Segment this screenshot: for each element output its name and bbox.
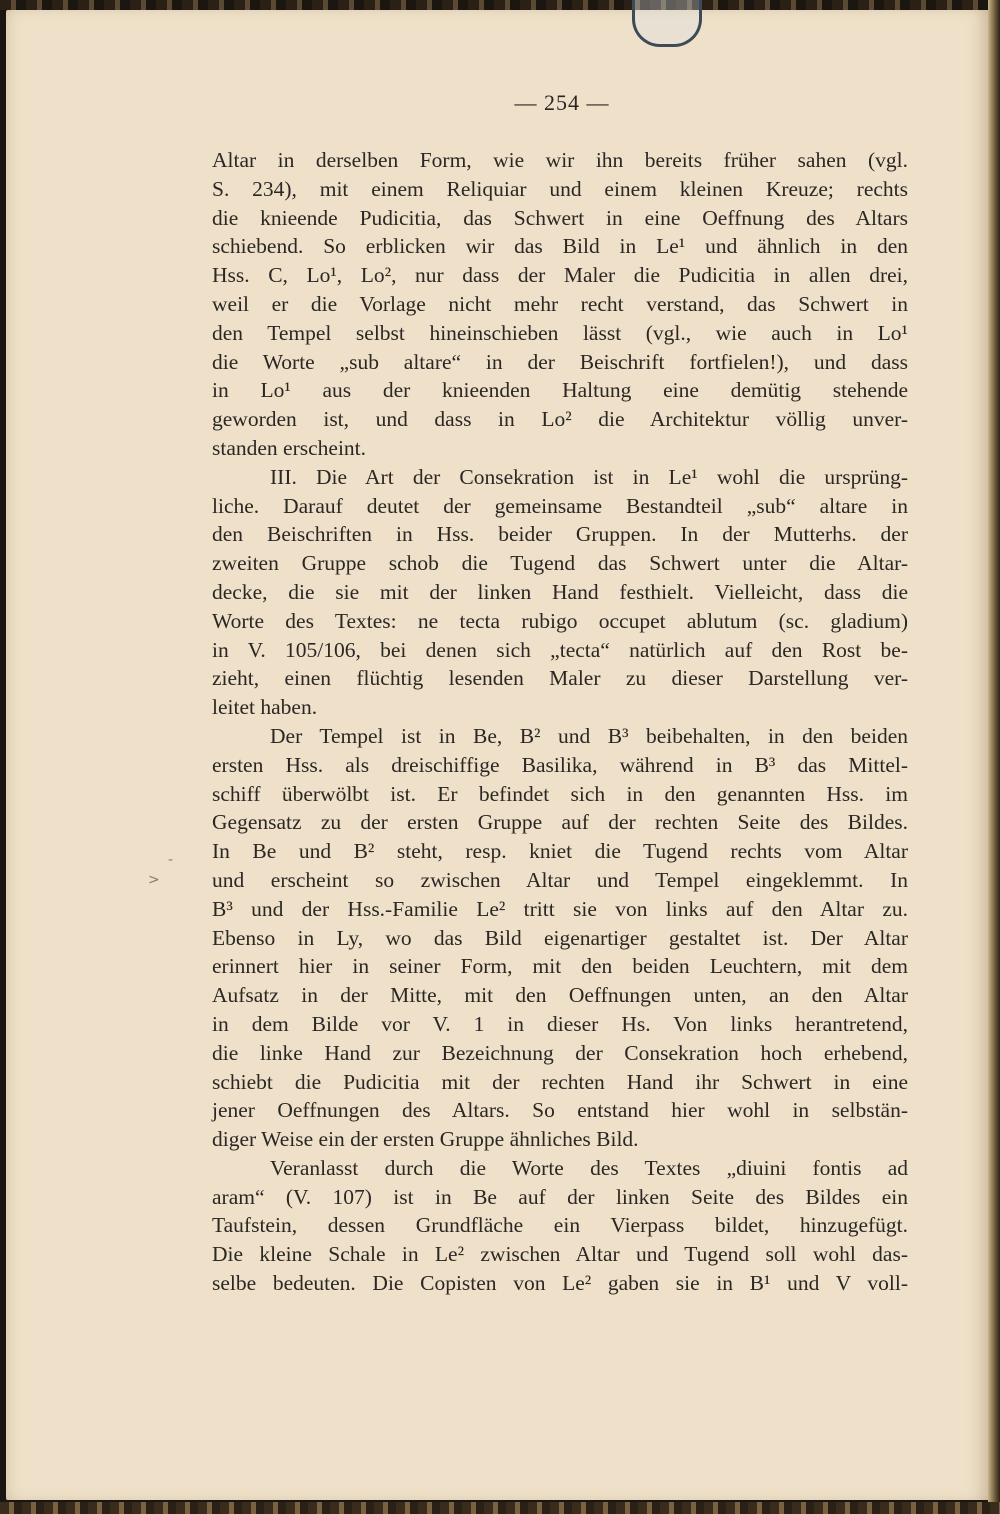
text-line: liche. Darauf deutet der gemeinsame Bestandteil „sub“ altare in (212, 493, 908, 518)
text-line: erinnert hier in seiner Form, mit den beiden Leuchtern, mit dem (212, 954, 908, 979)
text-line: weil er die Vorlage nicht mehr recht verstand, das Schwert in (212, 291, 908, 316)
text-line: die Worte „sub altare“ in der Beischrift fortfielen!), und dass (212, 349, 908, 374)
margin-mark: > (148, 872, 160, 888)
text-line: Ebenso in Ly, wo das Bild eigenartiger gestaltet ist. Der Altar (212, 925, 908, 950)
text-line: Taufstein, dessen Grundfläche ein Vierpass bildet, hinzugefügt. (212, 1213, 908, 1238)
book-edge-right (988, 0, 1000, 1514)
book-edge-top (0, 0, 1000, 10)
page-clip-icon (632, 0, 702, 47)
text-line: Altar in derselben Form, wie wir ihn bereits früher sahen (vgl. (212, 148, 908, 172)
text-line: zieht, einen flüchtig lesenden Maler zu dieser Darstellung ver- (212, 666, 908, 691)
text-line: Die kleine Schale in Le² zwischen Altar und Tugend soll wohl das- (212, 1242, 908, 1267)
text-line: III. Die Art der Consekration ist in Le¹ wohl die ursprüng- (270, 464, 908, 489)
text-line: S. 234), mit einem Reliquiar und einem kleinen Kreuze; rechts (212, 176, 908, 201)
text-line: in dem Bilde vor V. 1 in dieser Hs. Von links herantretend, (212, 1011, 908, 1036)
text-line: diger Weise ein der ersten Gruppe ähnliches Bild. (212, 1127, 639, 1152)
margin-mark: - (168, 852, 174, 868)
text-line: geworden ist, und dass in Lo² die Architektur völlig unver- (212, 407, 908, 432)
text-line: ersten Hss. als dreischiffige Basilika, während in B³ das Mittel- (212, 752, 908, 777)
text-line: jener Oeffnungen des Altars. So entstand hier wohl in selbstän- (212, 1098, 908, 1123)
text-line: Worte des Textes: ne tecta rubigo occupet ablutum (sc. gladium) (212, 608, 908, 633)
text-line: Hss. C, Lo¹, Lo², nur dass der Maler die Pudicitia in allen drei, (212, 263, 908, 288)
text-line: die knieende Pudicitia, das Schwert in eine Oeffnung des Altars (212, 205, 908, 230)
text-line: Veranlasst durch die Worte des Textes „diuini fontis ad (270, 1155, 908, 1180)
body-text (212, 146, 908, 1298)
text-line: leitet haben. (212, 695, 318, 720)
text-line: schiebt die Pudicitia mit der rechten Hand ihr Schwert in eine (212, 1069, 908, 1094)
text-line: schiff überwölbt ist. Er befindet sich in den genannten Hss. im (212, 781, 908, 806)
text-line: In Be und B² steht, resp. kniet die Tugend rechts vom Altar (212, 839, 908, 864)
text-line: und erscheint so zwischen Altar und Tempel eingeklemmt. In (212, 867, 908, 892)
page-number: — 254 — (514, 90, 610, 115)
book-edge-bottom (0, 1502, 1000, 1514)
text-line: in Lo¹ aus der knieenden Haltung eine demütig stehende (212, 378, 908, 403)
text-line: in V. 105/106, bei denen sich „tecta“ natürlich auf den Rost be- (212, 637, 908, 662)
text-line: aram“ (V. 107) ist in Be auf der linken Seite des Bildes ein (212, 1184, 908, 1209)
text-line: Der Tempel ist in Be, B² und B³ beibehalten, in den beiden (270, 723, 908, 748)
text-line: Aufsatz in der Mitte, mit den Oeffnungen unten, an den Altar (212, 983, 908, 1008)
text-line: die linke Hand zur Bezeichnung der Consekration hoch erhebend, (212, 1040, 908, 1065)
text-line: schiebend. So erblicken wir das Bild in Le¹ und ähnlich in den (212, 234, 908, 259)
text-line: standen erscheint. (212, 435, 367, 460)
text-line: zweiten Gruppe schob die Tugend das Schwert unter die Altar- (212, 551, 908, 576)
text-line: den Beischriften in Hss. beider Gruppen. In der Mutterhs. der (212, 522, 908, 547)
text-line: decke, die sie mit der linken Hand festhielt. Vielleicht, dass die (212, 579, 908, 604)
text-line: selbe bedeuten. Die Copisten von Le² gaben sie in B¹ und V voll- (212, 1271, 908, 1296)
text-line: Gegensatz zu der ersten Gruppe auf der rechten Seite des Bildes. (212, 810, 908, 835)
text-line: B³ und der Hss.-Familie Le² tritt sie von links auf den Altar zu. (212, 896, 908, 921)
text-line: den Tempel selbst hineinschieben lässt (vgl., wie auch in Lo¹ (212, 320, 908, 345)
